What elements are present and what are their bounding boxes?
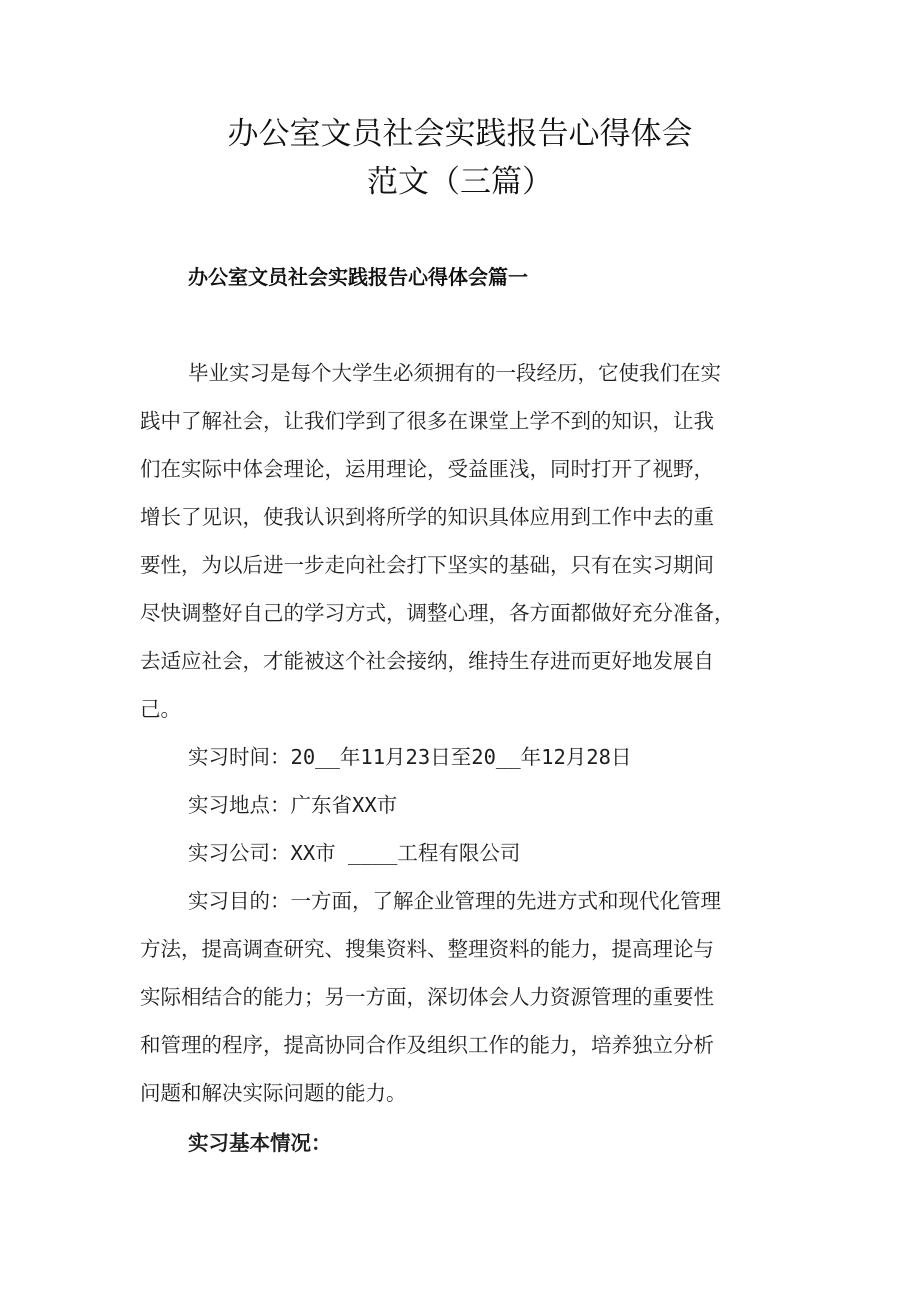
purpose-line: 方法，提高调查研究、搜集资料、整理资料的能力，提高理论与: [140, 937, 714, 961]
internship-time: 实习时间：20__年11月23日至20__年12月28日: [188, 745, 632, 769]
paragraph-line: 要性，为以后进一步走向社会打下坚实的基础，只有在实习期间: [140, 553, 714, 577]
purpose-line: 实习目的：一方面，了解企业管理的先进方式和现代化管理: [188, 889, 721, 913]
document-title-line-1: 办公室文员社会实践报告心得体会: [227, 116, 693, 152]
paragraph-line: 毕业实习是每个大学生必须拥有的一段经历，它使我们在实: [188, 361, 721, 385]
purpose-line: 问题和解决实际问题的能力。: [140, 1081, 407, 1105]
purpose-line: 和管理的程序，提高协同合作及组织工作的能力，培养独立分析: [140, 1033, 714, 1057]
paragraph-line: 增长了见识，使我认识到将所学的知识具体应用到工作中去的重: [140, 505, 714, 529]
section-heading: 办公室文员社会实践报告心得体会篇一: [188, 265, 528, 289]
internship-place: 实习地点：广东省XX市: [188, 793, 398, 817]
paragraph-line: 践中了解社会，让我们学到了很多在课堂上学不到的知识，让我: [140, 409, 714, 433]
paragraph-line: 尽快调整好自己的学习方式，调整心理，各方面都做好充分准备，: [140, 601, 735, 625]
paragraph-line: 去适应社会，才能被这个社会接纳，维持生存进而更好地发展自: [140, 649, 714, 673]
internship-company: 实习公司：XX市 ____工程有限公司: [188, 841, 521, 865]
paragraph-line: 们在实际中体会理论，运用理论，受益匪浅，同时打开了视野，: [140, 457, 714, 481]
document-title-line-2: 范文（三篇）: [367, 164, 553, 200]
purpose-line: 实际相结合的能力；另一方面，深切体会人力资源管理的重要性: [140, 985, 714, 1009]
paragraph-line: 己。: [140, 697, 181, 721]
basic-situation-heading: 实习基本情况：: [188, 1131, 332, 1155]
